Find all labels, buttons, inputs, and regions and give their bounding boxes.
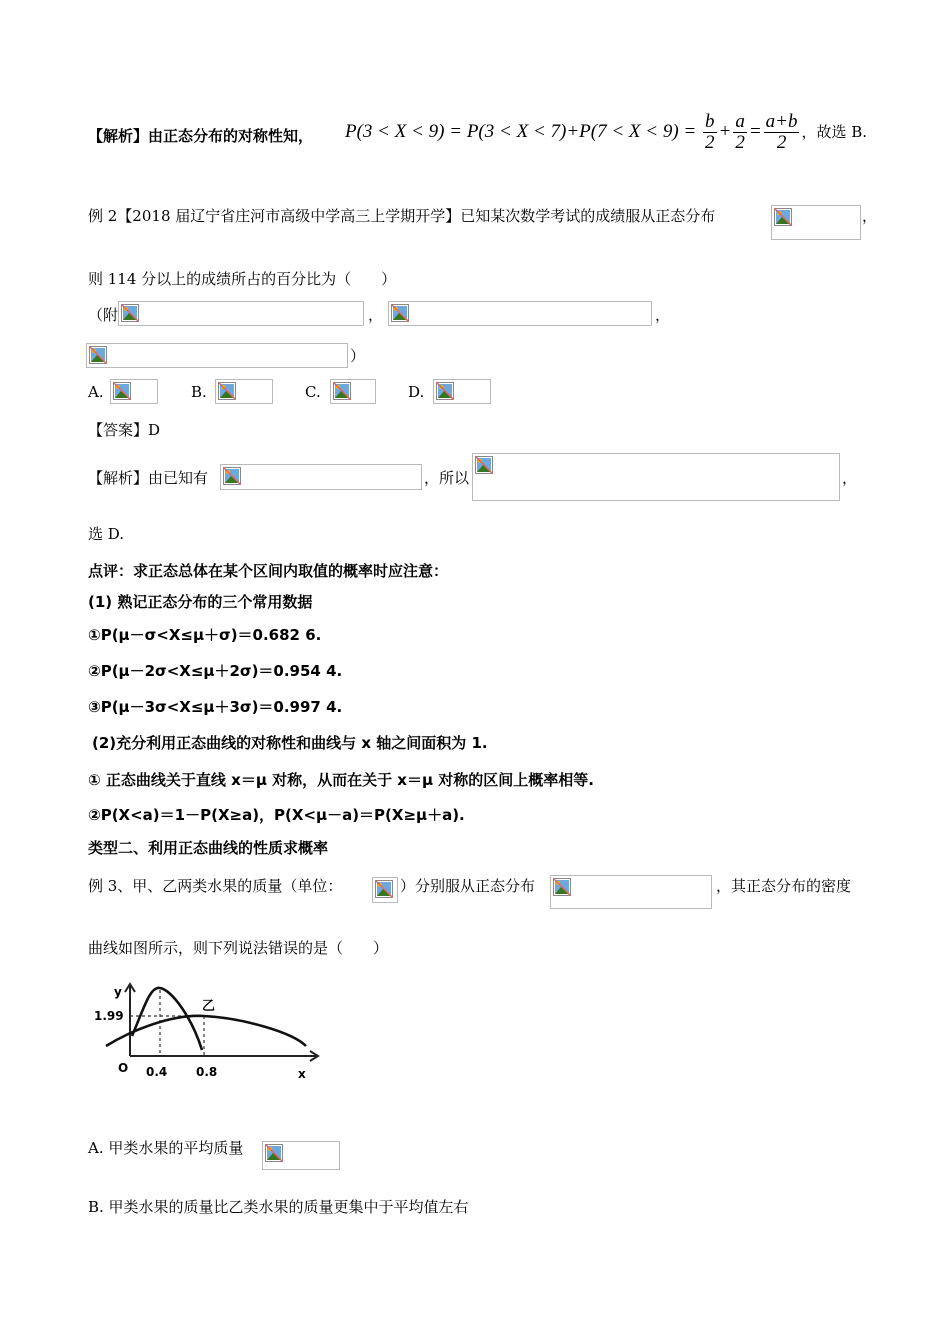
example-2-line-2: 则 114 分以上的成绩所占的百分比为（ ） — [88, 270, 397, 288]
option-a-label: A. — [88, 383, 104, 401]
broken-image-icon — [388, 301, 652, 326]
broken-image-icon — [433, 379, 491, 404]
review-formula-2: ②P(μ－2σ<X≤μ＋2σ)＝0.954 4. — [88, 662, 343, 680]
equals-sign: = — [748, 120, 762, 142]
formula-main: P(3 < X < 9) = P(3 < X < 7)+P(7 < X < 9) = — [345, 120, 697, 142]
broken-image-icon — [262, 1141, 340, 1170]
broken-image-icon — [118, 301, 364, 326]
select-d-line: 选 D. — [88, 525, 125, 543]
broken-image-icon — [330, 379, 376, 404]
x-tick-label-1: 0.4 — [146, 1065, 168, 1079]
frac-denominator: 2 — [776, 132, 787, 153]
y-tick-label: 1.99 — [94, 1009, 124, 1023]
option-d-label: D. — [408, 383, 425, 401]
frac-denominator: 2 — [735, 132, 745, 153]
line-end-comma: ， — [862, 207, 878, 225]
frac-numerator: a+b — [765, 111, 798, 132]
option-a-text: A. 甲类水果的平均质量 — [88, 1139, 244, 1157]
analysis-line-1 — [88, 126, 313, 146]
fraction-b-over-2 — [703, 112, 717, 153]
example-2-line-1: 例 2【2018 届辽宁省庄河市高级中学高三上学期开学】已知某次数学考试的成绩服从正态分布 — [88, 207, 716, 225]
choose-b-text: ，故选 B. — [801, 122, 868, 141]
comma-separator: ， — [368, 306, 384, 324]
origin-label: O — [118, 1061, 129, 1075]
symmetry-formula — [345, 112, 867, 153]
density-curve-svg — [92, 980, 332, 1090]
option-b-label: B. — [191, 383, 207, 401]
broken-image-icon — [215, 379, 273, 404]
fraction-a-plus-b-over-2 — [764, 112, 800, 153]
curve-yi — [106, 1016, 306, 1046]
example-3-line-1a: 例 3、甲、乙两类水果的质量（单位： — [88, 877, 343, 895]
option-b-text: B. 甲类水果的质量比乙类水果的质量更集中于平均值左右 — [88, 1198, 469, 1216]
example-3-line-1c: ，其正态分布的密度 — [716, 877, 852, 895]
review-item-2: (2)充分利用正态曲线的对称性和曲线与 x 轴之间面积为 1. — [92, 734, 488, 752]
analysis-prefix: 【解析】由正态分布的对称性知， — [88, 127, 314, 145]
broken-image-icon — [372, 877, 398, 903]
x-axis-label: x — [298, 1067, 306, 1081]
broken-image-icon — [550, 875, 712, 909]
answer-line: 【答案】D — [88, 421, 161, 439]
broken-image-icon — [110, 379, 158, 404]
density-curve-figure — [92, 980, 332, 1094]
review-rule-2: ②P(X<a)＝1－P(X≥a)，P(X<μ－a)＝P(X≥μ＋a). — [88, 806, 465, 824]
y-axis-label: y — [114, 985, 122, 999]
analysis-2-mid: ，所以 — [424, 469, 470, 487]
example-3-line-2: 曲线如图所示，则下列说法错误的是（ ） — [88, 939, 389, 957]
comma-separator: ， — [655, 306, 671, 324]
review-title: 点评：求正态总体在某个区间内取值的概率时应注意： — [88, 562, 449, 580]
broken-image-icon — [771, 205, 861, 240]
appendix-open: （附 — [88, 306, 119, 324]
review-item-1: (1) 熟记正态分布的三个常用数据 — [88, 593, 313, 611]
example-3-line-1b: ）分别服从正态分布 — [400, 877, 536, 895]
plus-sign: + — [718, 120, 732, 142]
review-rule-1: ① 正态曲线关于直线 x＝μ 对称，从而在关于 x＝μ 对称的区间上概率相等. — [88, 771, 594, 789]
analysis-2-prefix: 【解析】由已知有 — [88, 469, 209, 487]
curve-yi-label: 乙 — [202, 999, 216, 1014]
frac-denominator: 2 — [705, 132, 715, 153]
broken-image-icon — [472, 453, 840, 501]
frac-numerator: a — [735, 111, 745, 132]
broken-image-icon — [86, 343, 348, 368]
frac-numerator: b — [705, 111, 715, 132]
option-c-label: C. — [305, 383, 321, 401]
review-formula-3: ③P(μ－3σ<X≤μ＋3σ)＝0.997 4. — [88, 698, 343, 716]
review-formula-1: ①P(μ－σ<X≤μ＋σ)＝0.682 6. — [88, 626, 322, 644]
appendix-close: ） — [350, 347, 366, 365]
x-tick-label-2: 0.8 — [196, 1065, 218, 1079]
analysis-2-end: ， — [842, 469, 858, 487]
broken-image-icon — [220, 464, 422, 490]
fraction-a-over-2 — [733, 112, 747, 153]
type-2-title: 类型二、利用正态曲线的性质求概率 — [88, 839, 329, 857]
